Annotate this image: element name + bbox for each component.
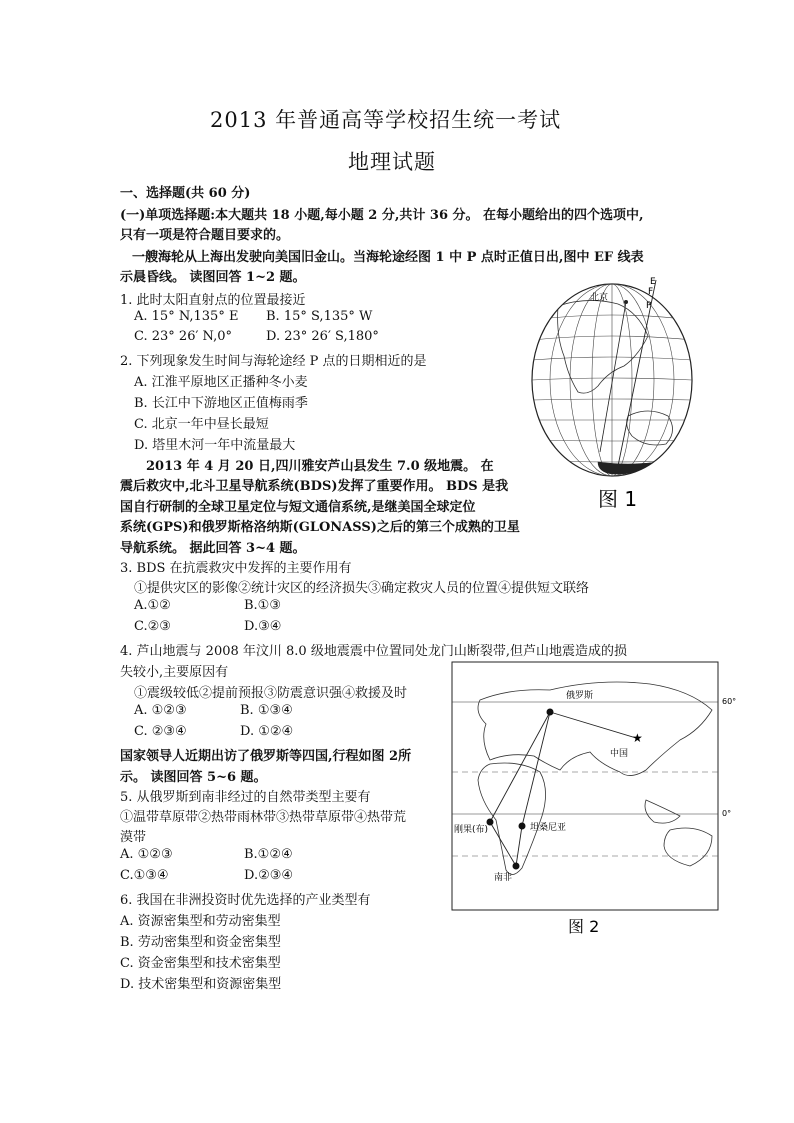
- china-star-icon: ★: [632, 731, 643, 745]
- q6-option-c: C. 资金密集型和技术密集型: [120, 956, 281, 971]
- q6-stem: 6. 我国在非洲投资时优先选择的产业类型有: [120, 893, 371, 908]
- q1-option-b: B. 15° S,135° W: [266, 309, 373, 324]
- section-instruction-line1: (一)单项选择题:本大题共 18 小题,每小题 2 分,共计 36 分。 在每小题给出的四个选项中,: [120, 208, 644, 223]
- globe-illustration: [528, 276, 698, 516]
- q6-option-b: B. 劳动密集型和资金密集型: [120, 935, 281, 950]
- passage3-line1: 国家领导人近期出访了俄罗斯等四国,行程如图 2所: [120, 749, 412, 764]
- passage1-line1: 一艘海轮从上海出发驶向美国旧金山。当海轮途经图 1 中 P 点时正值日出,图中 EF 线表: [132, 250, 644, 265]
- label-beijing: 北京: [590, 293, 609, 303]
- q5-stem: 5. 从俄罗斯到南非经过的自然带类型主要有: [120, 790, 371, 805]
- label-china: 中国: [610, 749, 629, 759]
- label-60: 60°: [722, 697, 737, 706]
- q4-option-c: C. ②③④: [134, 724, 187, 739]
- q1-option-a: A. 15° N,135° E: [134, 309, 239, 324]
- label-south-africa: 南非: [494, 873, 513, 883]
- q6-option-d: D. 技术密集型和资源密集型: [120, 977, 282, 992]
- label-tanzania: 坦桑尼亚: [530, 823, 567, 833]
- q5-items-line2: 漠带: [120, 830, 147, 845]
- q2-option-c: C. 北京一年中昼长最短: [134, 417, 269, 432]
- q4-option-b: B. ①③④: [240, 703, 293, 718]
- label-p: P: [646, 301, 652, 311]
- label-f: F: [648, 287, 654, 297]
- figure1-caption: 图 1: [598, 487, 638, 511]
- page-subtitle: 地理试题: [348, 150, 436, 174]
- passage2-line4: 系统(GPS)和俄罗斯格洛纳斯(GLONASS)之后的第三个成熟的卫星: [120, 520, 520, 535]
- q1-option-d: D. 23° 26′ S,180°: [266, 329, 379, 344]
- q3-stem: 3. BDS 在抗震救灾中发挥的主要作用有: [120, 561, 352, 576]
- q5-option-d: D.②③④: [244, 868, 294, 883]
- passage2-line1: 2013 年 4 月 20 日,四川雅安芦山县发生 7.0 级地震。 在: [146, 459, 494, 474]
- figure2-map: [450, 660, 750, 935]
- map-illustration: [450, 660, 750, 935]
- section-heading: 一、选择题(共 60 分): [120, 186, 251, 201]
- passage2-line5: 导航系统。 据此回答 3~4 题。: [120, 541, 306, 556]
- q6-option-a: A. 资源密集型和劳动密集型: [120, 914, 281, 929]
- q2-option-a: A. 江淮平原地区正播种冬小麦: [134, 375, 308, 390]
- label-e: E: [650, 277, 656, 287]
- figure2-caption: 图 2: [568, 917, 600, 935]
- passage2-line3: 国自行研制的全球卫星定位与短文通信系统,是继美国全球定位: [120, 500, 476, 515]
- q3-option-b: B.①③: [244, 598, 281, 613]
- q3-option-c: C.②③: [134, 619, 171, 634]
- q3-items: ①提供灾区的影像②统计灾区的经济损失③确定救灾人员的位置④提供短文联络: [134, 581, 590, 596]
- figure1-globe: [528, 276, 698, 516]
- label-0: 0°: [722, 809, 732, 818]
- passage1-line2: 示晨昏线。 读图回答 1~2 题。: [120, 270, 306, 285]
- q3-option-a: A.①②: [134, 598, 171, 613]
- q4-option-a: A. ①②③: [134, 703, 187, 718]
- q4-stem-line2: 失较小,主要原因有: [120, 665, 229, 680]
- label-congo: 刚果(布): [454, 825, 489, 835]
- q5-items-line1: ①温带草原带②热带雨林带③热带草原带④热带荒: [120, 810, 407, 825]
- q1-stem: 1. 此时太阳直射点的位置最接近: [120, 293, 306, 308]
- passage3-line2: 示。 读图回答 5~6 题。: [120, 770, 267, 785]
- q2-stem: 2. 下列现象发生时间与海轮途经 P 点的日期相近的是: [120, 354, 427, 369]
- q3-option-d: D.③④: [244, 619, 282, 634]
- q4-stem-line1: 4. 芦山地震与 2008 年汶川 8.0 级地震震中位置同处龙门山断裂带,但芦山地震造成的损: [120, 644, 627, 659]
- passage2-line2: 震后救灾中,北斗卫星导航系统(BDS)发挥了重要作用。 BDS 是我: [120, 479, 509, 494]
- q2-option-b: B. 长江中下游地区正值梅雨季: [134, 396, 308, 411]
- section-instruction-line2: 只有一项是符合题目要求的。: [120, 228, 290, 243]
- q5-option-b: B.①②④: [244, 847, 293, 862]
- label-russia: 俄罗斯: [566, 691, 594, 701]
- q2-option-d: D. 塔里木河一年中流量最大: [134, 438, 296, 453]
- q5-option-c: C.①③④: [120, 868, 169, 883]
- q4-items: ①震级较低②提前预报③防震意识强④救援及时: [134, 686, 408, 701]
- q1-option-c: C. 23° 26′ N,0°: [134, 329, 232, 344]
- page-title: 2013 年普通高等学校招生统一考试: [210, 108, 562, 132]
- q5-option-a: A. ①②③: [120, 847, 173, 862]
- q4-option-d: D. ①②④: [240, 724, 294, 739]
